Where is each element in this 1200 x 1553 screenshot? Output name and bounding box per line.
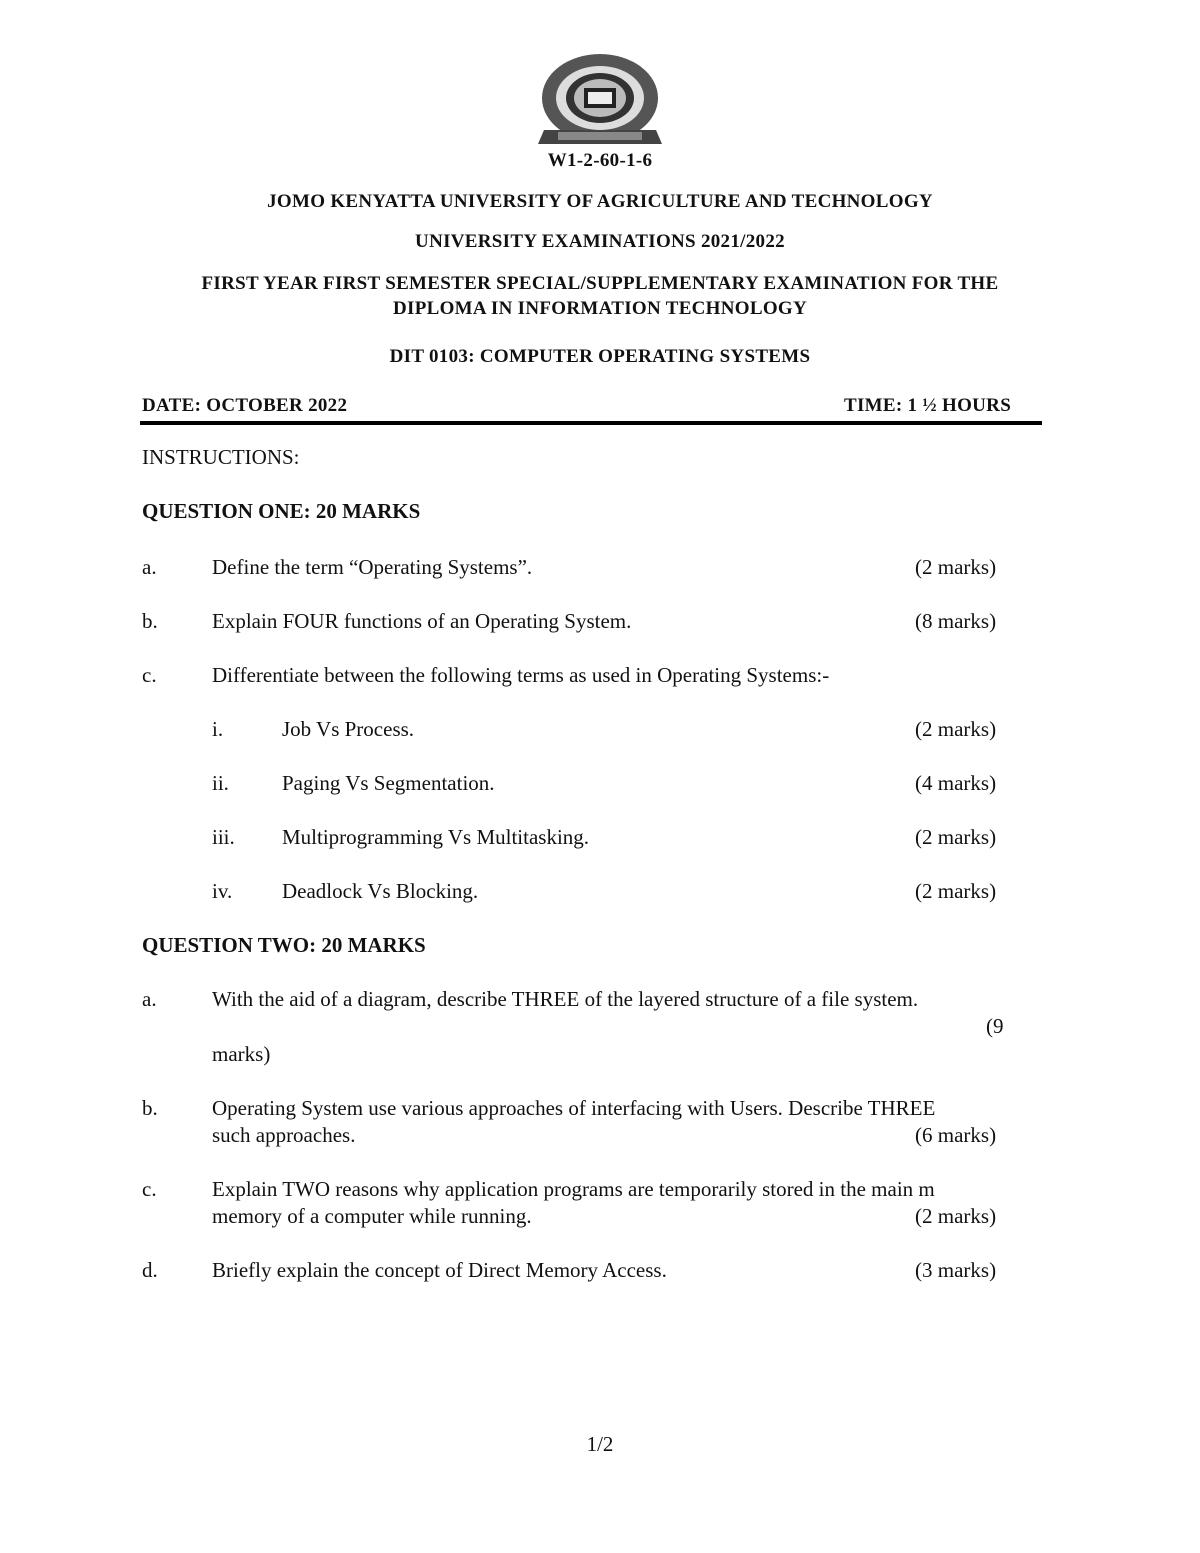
q2c-line1: Explain TWO reasons why application programs are temporarily stored in the main m (212, 1177, 935, 1201)
q1c-i-text: Job Vs Process. (282, 717, 415, 741)
university-logo (538, 52, 662, 152)
q1c-i-label: i. (212, 717, 224, 741)
q2c-line2: memory of a computer while running. (212, 1204, 532, 1228)
exam-title-line2: DIPLOMA IN INFORMATION TECHNOLOGY (392, 298, 808, 319)
exam-date: DATE: OCTOBER 2022 (142, 395, 348, 416)
q1a-text: Define the term “Operating Systems”. (212, 555, 533, 579)
q2a-text: With the aid of a diagram, describe THREE of the layered structure of a file system. (212, 987, 919, 1011)
q2a-label: a. (142, 987, 157, 1011)
q1c-iii-label: iii. (212, 825, 235, 849)
q2c-label: c. (142, 1177, 157, 1201)
q1b-marks: (8 marks) (915, 609, 997, 633)
q1c-text: Differentiate between the following terms as used in Operating Systems:- (212, 663, 830, 687)
q1b-label: b. (142, 609, 158, 633)
q1c-iv-text: Deadlock Vs Blocking. (282, 879, 479, 903)
q2d-marks: (3 marks) (915, 1258, 997, 1282)
question-one-title: QUESTION ONE: 20 MARKS (142, 499, 421, 523)
header-divider (140, 421, 1042, 425)
q1c-ii-marks: (4 marks) (915, 771, 997, 795)
exam-time: TIME: 1 ½ HOURS (844, 395, 1012, 416)
university-name: JOMO KENYATTA UNIVERSITY OF AGRICULTURE AND TECHNOLOGY (267, 191, 933, 212)
exam-code: W1-2-60-1-6 (547, 150, 653, 171)
q1c-iv-label: iv. (212, 879, 233, 903)
exam-session: UNIVERSITY EXAMINATIONS 2021/2022 (415, 231, 785, 252)
page-number: 1/2 (586, 1432, 614, 1456)
q2b-marks: (6 marks) (915, 1123, 997, 1147)
q1c-ii-label: ii. (212, 771, 229, 795)
q1a-label: a. (142, 555, 157, 579)
q2a-marks-part2: marks) (212, 1042, 271, 1066)
q2d-text: Briefly explain the concept of Direct Memory Access. (212, 1258, 667, 1282)
q1c-label: c. (142, 663, 157, 687)
q1c-iii-text: Multiprogramming Vs Multitasking. (282, 825, 590, 849)
q1c-iii-marks: (2 marks) (915, 825, 997, 849)
exam-title-line1: FIRST YEAR FIRST SEMESTER SPECIAL/SUPPLEMENTARY EXAMINATION FOR THE (201, 273, 999, 294)
q1c-ii-text: Paging Vs Segmentation. (282, 771, 495, 795)
q2a-marks-part1: (9 (986, 1014, 1004, 1038)
q2d-label: d. (142, 1258, 158, 1282)
q2b-line1: Operating System use various approaches of interfacing with Users. Describe THREE (212, 1096, 936, 1120)
course-title: DIT 0103: COMPUTER OPERATING SYSTEMS (389, 346, 811, 367)
q2b-label: b. (142, 1096, 158, 1120)
q1c-iv-marks: (2 marks) (915, 879, 997, 903)
q1b-text: Explain FOUR functions of an Operating System. (212, 609, 632, 633)
q2c-marks: (2 marks) (915, 1204, 997, 1228)
q2b-line2: such approaches. (212, 1123, 356, 1147)
q1a-marks: (2 marks) (915, 555, 997, 579)
q1c-i-marks: (2 marks) (915, 717, 997, 741)
instructions-heading: INSTRUCTIONS: (142, 445, 300, 469)
question-two-title: QUESTION TWO: 20 MARKS (142, 933, 426, 957)
